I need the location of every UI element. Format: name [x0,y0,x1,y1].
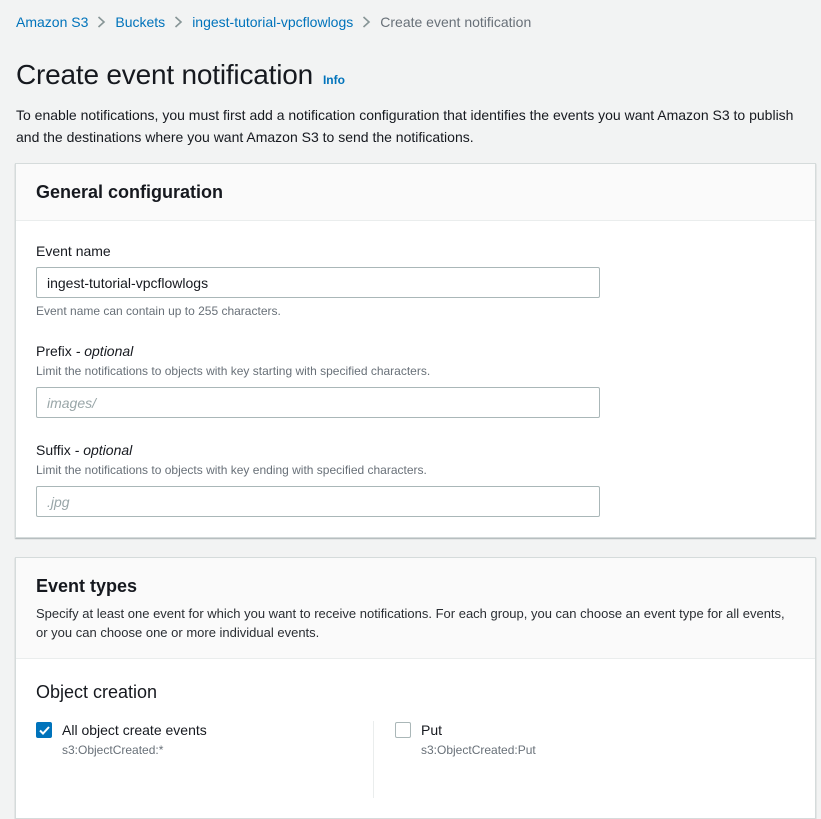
object-creation-title: Object creation [36,682,158,702]
event-name-input[interactable] [36,267,600,298]
breadcrumb-separator-icon [362,16,371,28]
prefix-label: Prefix - optional [36,343,134,359]
all-object-create-events-checkbox[interactable] [36,722,52,738]
option-put [395,721,795,758]
general-configuration-header [16,164,815,221]
breadcrumb-link-buckets[interactable]: Buckets [115,14,166,30]
event-types-card [15,557,816,819]
general-configuration-card [15,163,816,538]
option-code: s3:ObjectCreated:Put [421,743,536,757]
breadcrumb-link-amazon-s3[interactable]: Amazon S3 [16,14,89,30]
breadcrumb-current: Create event notification [380,14,532,30]
info-link[interactable]: Info [322,73,345,87]
option-label[interactable]: All object create events [62,722,207,738]
page-header [0,30,821,148]
suffix-input[interactable] [36,486,600,517]
breadcrumb-link-bucket-name[interactable]: ingest-tutorial-vpcflowlogs [192,14,354,30]
prefix-field [36,342,600,418]
general-configuration-title: General configuration [36,182,224,202]
event-types-title: Event types [36,576,138,596]
breadcrumb-separator-icon [174,16,183,28]
suffix-description: Limit the notifications to objects with key ending with specified characters. [36,463,427,477]
breadcrumb-separator-icon [97,16,106,28]
option-label[interactable]: Put [421,722,443,738]
prefix-input[interactable] [36,387,600,418]
object-creation-options [36,721,795,798]
event-name-label: Event name [36,243,111,259]
event-types-header [16,558,815,659]
option-column [373,721,795,798]
check-icon [39,726,50,735]
prefix-description: Limit the notifications to objects with key starting with specified characters. [36,364,431,378]
suffix-field [36,441,600,517]
breadcrumb [0,0,821,30]
general-configuration-body [16,221,815,537]
suffix-optional-label: - optional [74,442,133,458]
option-code: s3:ObjectCreated:* [62,743,164,757]
page-title: Create event notification [16,59,313,90]
event-types-description: Specify at least one event for which you want to receive notifications. For each group, you can choose an event type for all events, or you can choose one or more individual events. [36,606,785,640]
put-checkbox[interactable] [395,722,411,738]
event-name-constraint: Event name can contain up to 255 characters. [36,304,281,318]
page-description: To enable notifications, you must first add a notification configuration that identifies the events you want Amazon S3 to publish and the destinations where you want Amazon S3 to send the notifications. [16,107,794,145]
option-all-object-create-events [36,721,373,758]
option-column [36,721,373,798]
event-name-field [36,242,600,319]
event-types-body [16,659,815,818]
prefix-optional-label: - optional [75,343,134,359]
suffix-label: Suffix - optional [36,442,133,458]
